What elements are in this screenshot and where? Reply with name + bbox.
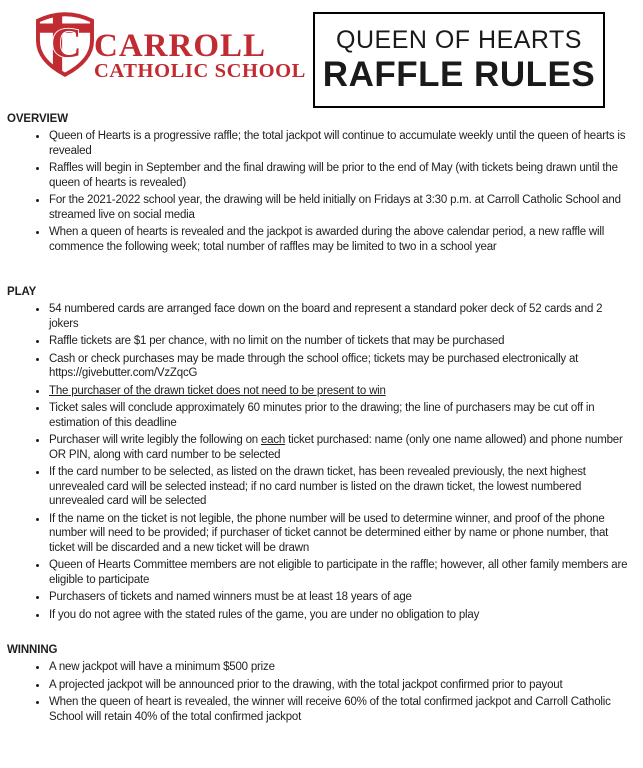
bullet-text: A projected jackpot will be announced prior to the drawing, with the total jackpot confirmed prior to payout: [49, 678, 563, 691]
shield-cross-crest-icon: [33, 4, 97, 80]
bullet-list: [7, 129, 633, 254]
bullet-item: [48, 433, 633, 462]
bullet-item: [48, 660, 633, 675]
bullet-item: [48, 302, 633, 331]
bullet-item: [48, 334, 633, 349]
school-name-secondary: CATHOLIC SCHOOL: [94, 60, 306, 82]
bullet-item: [48, 225, 633, 254]
document-subtitle: QUEEN OF HEARTS: [336, 26, 582, 54]
bullet-item: [48, 161, 633, 190]
school-name: [94, 28, 306, 82]
bullet-item: [48, 678, 633, 693]
bullet-text: Purchaser will write legibly the following on: [49, 434, 261, 446]
section-overview: [7, 112, 633, 254]
bullet-text: For the 2021-2022 school year, the drawing will be held initially on Fridays at 3:30 p.m. at Carroll Catholic School and streamed live on social media: [49, 194, 621, 221]
bullet-text: Queen of Hearts Committee members are not eligible to participate in the raffle; however, all other family members are eligible to participate: [49, 559, 628, 586]
document-title: RAFFLE RULES: [322, 55, 596, 94]
bullet-item: [48, 695, 633, 724]
section-heading: WINNING: [7, 644, 58, 656]
bullet-list: [7, 302, 633, 622]
bullet-item: [48, 465, 633, 509]
bullet-item: [48, 193, 633, 222]
bullet-text-underlined: each: [260, 434, 286, 446]
rules-content: [0, 112, 643, 724]
bullet-item: [48, 129, 633, 158]
bullet-item: [48, 352, 633, 381]
bullet-list: [7, 660, 633, 724]
bullet-text: Raffles will begin in September and the final drawing will be prior to the end of May (with tickets being drawn until the queen of hearts is revealed): [49, 162, 618, 189]
bullet-item: [48, 608, 633, 623]
bullet-text: 54 numbered cards are arranged face down on the board and represent a standard poker deck of 52 cards and 2 jokers: [49, 303, 603, 330]
bullet-text: A new jackpot will have a minimum $500 prize: [49, 661, 275, 673]
bullet-text: Raffle tickets are $1 per chance, with no limit on the number of tickets that may be purchased: [49, 335, 505, 347]
bullet-text: When a queen of hearts is revealed and the jackpot is awarded during the above calendar period, a new raffle will commence the following week; total number of raffles may be limited to two in a school year: [49, 226, 605, 253]
svg-text:C: C: [51, 19, 82, 67]
title-box: [313, 12, 605, 108]
bullet-text: When the queen of heart is revealed, the winner will receive 60% of the total confirmed jackpot and Carroll Catholic School will retain 40% of the total confirmed jackpot: [49, 696, 611, 723]
section-heading: PLAY: [7, 286, 37, 298]
bullet-text-underlined: The purchaser of the drawn ticket does not need to be present to win: [49, 384, 386, 397]
bullet-text: Queen of Hearts is a progressive raffle; the total jackpot will continue to accumulate weekly until the queen of hearts is revealed: [49, 130, 626, 157]
bullet-item: [48, 512, 633, 556]
section-play: [7, 285, 633, 622]
school-logo: [33, 4, 306, 82]
bullet-text: If the card number to be selected, as listed on the drawn ticket, has been revealed previously, the next highest unrevealed card will be selected instead; if no card number is listed on the drawn ticket, the lowest numbered unrevealed card will be selected: [49, 466, 586, 507]
bullet-text: Ticket sales will conclude approximately 60 minutes prior to the drawing; the line of purchasers may be cut off in estimation of this deadline: [49, 402, 595, 429]
school-name-primary: CARROLL: [94, 28, 267, 64]
bullet-item: [48, 590, 633, 605]
document-header: [0, 0, 643, 112]
bullet-item: [48, 384, 633, 399]
bullet-text: If the name on the ticket is not legible, the phone number will be used to determine winner, and proof of the phone number will need to be provided; if purchaser of ticket cannot be determined either by name or phone number, that ticket will be discarded and a new ticket will be drawn: [49, 512, 609, 554]
bullet-item: [48, 558, 633, 587]
bullet-text: Purchasers of tickets and named winners must be at least 18 years of age: [49, 591, 412, 603]
section-heading: OVERVIEW: [7, 113, 68, 125]
section-winning: [7, 643, 633, 724]
bullet-item: [48, 401, 633, 430]
bullet-text: Cash or check purchases may be made through the school office; tickets may be purchased electronically at https://givebutter.com/VzZqcG: [49, 352, 579, 379]
bullet-text: If you do not agree with the stated rules of the game, you are under no obligation to play: [49, 608, 480, 621]
bullet-text: ticket purchased: name (only one name allowed) and phone number OR PIN, along with card number to be selected: [49, 434, 623, 461]
